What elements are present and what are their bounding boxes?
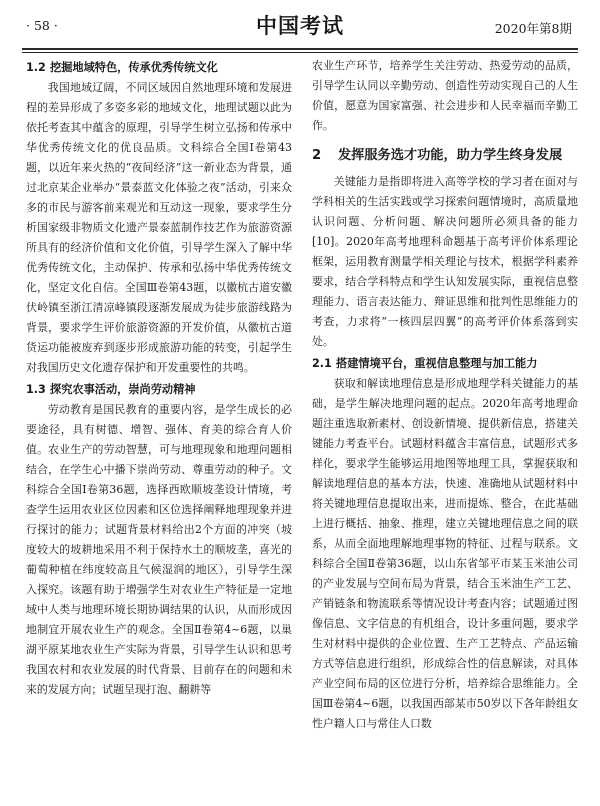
paragraph-continuation: 农业生产环节，培养学生关注劳动、热爱劳动的品质，引导学生认同以辛勤劳动、创造性劳动实现自己的人生价值，愿意为国家富强、社会进步和人民幸福而辛勤工作。 xyxy=(312,59,578,132)
section-heading-1-2 xyxy=(26,58,292,78)
section-title: 挖掘地域特色，传承优秀传统文化 xyxy=(50,61,218,74)
section-title: 搭建情境平台，重视信息整理与加工能力 xyxy=(336,357,538,370)
section-title: 探究农事活动，崇尚劳动精神 xyxy=(50,383,196,396)
paragraph: 我国地域辽阔，不同区域因自然地理环境和发展进程的差异形成了多姿多彩的地域文化，地理试题以此为依托考查其中蕴含的原理，引导学生树立弘扬和传承中华优秀传统文化的优良品质。文科综合全国Ⅰ卷第43题，以近年来火热的“夜间经济”这一新业态为背景，通过北京某企业举办“景泰蓝文化体验之夜”活动，引来众多的市民与游客前来观光和互动这一现象，要求学生分析国家级非物质文化遗产景泰蓝制作技艺作为旅游资源所具有的经济价值和文化价值，引导学生深入了解中华优秀传统文化，主动保护、传承和弘扬中华优秀传统文化，坚定文化自信。全国Ⅲ卷第43题，以徽杭古道安徽伏岭镇至浙江清凉峰镇段逐渐发展成为徒步旅游线路为背景，要求学生评价旅游资源的开发价值，从徽杭古道货运功能被废弃到逐步形成旅游功能的转变，引起学生对我国历史文化遗存保护和开发重要性的共鸣。 xyxy=(26,81,292,374)
page-number: · 58 · xyxy=(26,18,58,33)
left-column xyxy=(26,56,292,700)
right-column xyxy=(312,56,578,734)
section-heading-1-3 xyxy=(26,380,292,400)
paragraph: 获取和解读地理信息是形成地理学科关键能力的基础，是学生解决地理问题的起点。2020年高考地理命题注重选取新素材、创设新情境、提供新信息，搭建关键能力考查平台。试题材料蕴含丰富信息，试题形式多样化，要求学生能够运用地图等地理工具，掌握获取和解读地理信息的基本方法，快速、准确地从试题材料中将关键地理信息提取出来，进而提炼、整合，在此基础上进行概括、抽象、推理，建立关键地理信息之间的联系，从而全面地理解地理事物的特征、过程与联系。文科综合全国Ⅱ卷第36题，以山东省邹平市某玉米油公司的产业发展与空间布局为背景，结合玉米油生产工艺、产销链条和物流联系等情况设计考查内容；试题通过图像信息、文字信息的有机组合，设计多重问题，要求学生对材料中提供的企业位置、生产工艺特点、产品运输方式等信息进行组织，形成综合性的信息解读，对具体产业空间布局的区位进行分析，培养综合思维能力。全国Ⅲ卷第4~6题，以我国西部某市50岁以下各年龄组女性户籍人口与常住人口数 xyxy=(312,377,578,730)
section-number: 1.3 xyxy=(26,383,46,396)
paragraph: 劳动教育是国民教育的重要内容，是学生成长的必要途径，具有树德、增智、强体、育美的综合育人价值。农业生产的劳动智慧，可与地理现象和地理问题相结合，在学生心中播下崇尚劳动、尊重劳动的种子。文科综合全国Ⅰ卷第36题，选择西欧顺坡垄设计情境，考查学生运用农业区位因素和区位选择阐释地理现象并进行探讨的能力；试题背景材料给出2个方面的冲突（坡度较大的坡耕地采用不利于保持水土的顺坡垄，喜光的葡萄种植在纬度较高且气候湿润的地区），引导学生深入探究。该题有助于增强学生对农业生产特征是一定地域中人类与地理环境长期协调结果的认识，从而形成因地制宜开展农业生产的观念。全国Ⅱ卷第4~6题，以巢湖平原某地农业生产实际为背景，引导学生认识和思考我国农村和农业发展的时代背景、目前存在的问题和未来的发展方向；试题呈现打泡、翻耕等 xyxy=(26,403,292,696)
section-title: 发挥服务选才功能，助力学生终身发展 xyxy=(338,148,563,163)
section-number: 1.2 xyxy=(26,61,46,74)
section-heading-2 xyxy=(312,144,578,168)
journal-title: 中国考试 xyxy=(256,13,344,38)
issue-label: 2020年第8期 xyxy=(494,21,572,36)
page-header xyxy=(22,8,578,50)
section-number: 2 xyxy=(312,148,322,163)
paragraph: 关键能力是指即将进入高等学校的学习者在面对与学科相关的生活实践或学习探索问题情境时，高质量地认识问题、分析问题、解决问题所必须具备的能力[10]。2020年高考地理科命题基于高考评价体系理论框架，运用教育测量学相关理论与技术，根据学科素养要求，结合学科特点和学生认知发展实际，重视信息整理能力、语言表达能力、辩证思维和批判性思维能力的考查，力求将“一核四层四翼”的高考评价体系落到实处。 xyxy=(312,175,578,348)
section-number: 2.1 xyxy=(312,357,332,370)
section-heading-2-1 xyxy=(312,354,578,374)
